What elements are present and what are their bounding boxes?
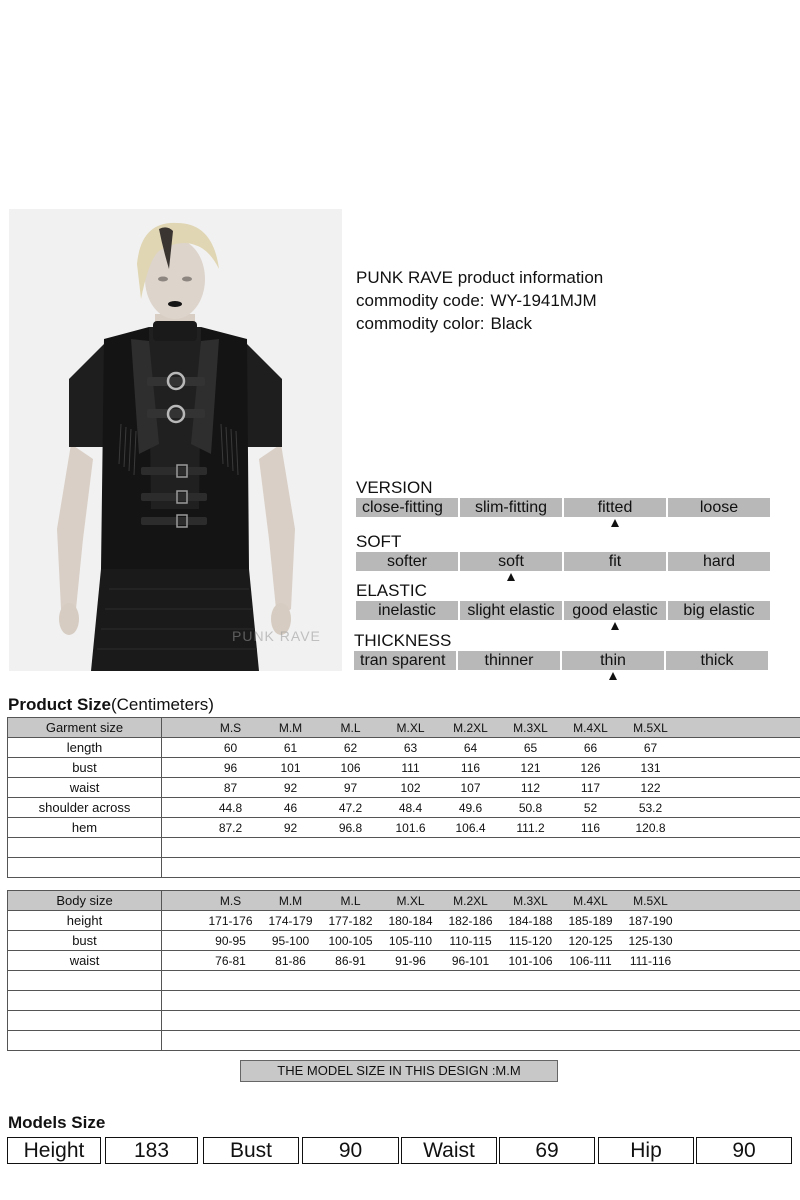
attribute-option: inelastic: [356, 601, 458, 620]
model-wearing-vest-illustration: [9, 209, 342, 671]
attribute-option: thick: [666, 651, 768, 670]
table-cell: 48.4: [381, 798, 441, 818]
attribute-scale: [356, 498, 776, 517]
attribute-scale: [354, 651, 774, 670]
table-header-row: [8, 891, 800, 911]
table-cell: 81-86: [261, 951, 321, 971]
table-cell: 106-111: [561, 951, 621, 971]
row-label: hem: [8, 818, 162, 838]
table-cell: 122: [621, 778, 681, 798]
table-cell: 86-91: [321, 951, 381, 971]
table-cell: 171-176: [201, 911, 261, 931]
model-size-note: THE MODEL SIZE IN THIS DESIGN :M.M: [240, 1060, 558, 1082]
table-cell: 46: [261, 798, 321, 818]
table-cell: 107: [441, 778, 501, 798]
attribute-option: fit: [564, 552, 666, 571]
attribute-option: thin: [562, 651, 664, 670]
table-row: [8, 798, 800, 818]
attribute-soft: [356, 533, 776, 571]
product-size-unit: (Centimeters): [110, 695, 214, 714]
table-cell: 184-188: [501, 911, 561, 931]
attribute-option: hard: [668, 552, 770, 571]
table-cell: 185-189: [561, 911, 621, 931]
size-header-cell: M.XL: [381, 718, 441, 738]
table-cell: 76-81: [201, 951, 261, 971]
size-header-cell: M.4XL: [561, 891, 621, 911]
table-cell: 101.6: [381, 818, 441, 838]
garment-size-table: [7, 717, 800, 878]
table-cell: 96-101: [441, 951, 501, 971]
attribute-option: good elastic: [564, 601, 666, 620]
product-info-title: PUNK RAVE product information: [356, 268, 604, 287]
row-label: waist: [8, 778, 162, 798]
selection-marker-icon: [507, 573, 515, 581]
size-header-cell: M.3XL: [501, 718, 561, 738]
size-header-cell: M.L: [321, 718, 381, 738]
table-cell: 65: [501, 738, 561, 758]
row-label: shoulder across: [8, 798, 162, 818]
table-cell: 182-186: [441, 911, 501, 931]
table-row: [8, 758, 800, 778]
selection-marker-icon: [609, 672, 617, 680]
table-cell: 60: [201, 738, 261, 758]
row-label: waist: [8, 951, 162, 971]
table-cell: 111-116: [621, 951, 681, 971]
table-cell: 121: [501, 758, 561, 778]
attribute-title: SOFT: [356, 532, 402, 551]
table-cell: 53.2: [621, 798, 681, 818]
attribute-title: VERSION: [356, 478, 433, 497]
commodity-code-row: [356, 289, 603, 312]
table-cell: 50.8: [501, 798, 561, 818]
table-cell: 174-179: [261, 911, 321, 931]
model-height-label: Height: [7, 1137, 101, 1164]
table-cell: 187-190: [621, 911, 681, 931]
table-cell: 97: [321, 778, 381, 798]
table-cell: 49.6: [441, 798, 501, 818]
table-cell: 131: [621, 758, 681, 778]
table-cell: 44.8: [201, 798, 261, 818]
table-cell: 62: [321, 738, 381, 758]
row-label: bust: [8, 758, 162, 778]
table-header-row: [8, 718, 800, 738]
models-size-row: [7, 1137, 792, 1164]
attribute-option: thinner: [458, 651, 560, 670]
table-cell: 102: [381, 778, 441, 798]
commodity-code-label: commodity code:: [356, 291, 485, 310]
product-size-title: Product Size: [8, 695, 111, 714]
size-header-cell: M.M: [261, 891, 321, 911]
table-cell: 125-130: [621, 931, 681, 951]
row-label: length: [8, 738, 162, 758]
size-header-cell: M.5XL: [621, 718, 681, 738]
commodity-color-value: Black: [490, 314, 533, 333]
table-cell: 117: [561, 778, 621, 798]
empty-table-row: [8, 1031, 800, 1051]
table-cell: 120.8: [621, 818, 681, 838]
garment-size-header: Garment size: [8, 718, 162, 738]
attribute-option: fitted: [564, 498, 666, 517]
table-row: [8, 911, 800, 931]
table-cell: 92: [261, 818, 321, 838]
table-cell: 91-96: [381, 951, 441, 971]
attribute-title: THICKNESS: [354, 631, 452, 650]
table-cell: 87: [201, 778, 261, 798]
table-row: [8, 931, 800, 951]
attribute-option: slight elastic: [460, 601, 562, 620]
model-hip-label: Hip: [598, 1137, 694, 1164]
empty-table-row: [8, 971, 800, 991]
table-cell: 110-115: [441, 931, 501, 951]
empty-table-row: [8, 858, 800, 878]
table-cell: 116: [561, 818, 621, 838]
attribute-thickness: [354, 632, 774, 670]
attribute-option: loose: [668, 498, 770, 517]
model-height-value: 183: [105, 1137, 198, 1164]
table-cell: 100-105: [321, 931, 381, 951]
table-cell: 47.2: [321, 798, 381, 818]
table-cell: 64: [441, 738, 501, 758]
selection-marker-icon: [611, 622, 619, 630]
model-waist-value: 69: [499, 1137, 595, 1164]
size-header-cell: M.5XL: [621, 891, 681, 911]
models-size-heading: Models Size: [8, 1113, 106, 1132]
table-cell: 105-110: [381, 931, 441, 951]
table-cell: 126: [561, 758, 621, 778]
size-header-cell: M.XL: [381, 891, 441, 911]
attribute-option: close-fitting: [356, 498, 458, 517]
table-cell: 177-182: [321, 911, 381, 931]
size-header-cell: M.4XL: [561, 718, 621, 738]
size-header-cell: M.L: [321, 891, 381, 911]
attribute-title: ELASTIC: [356, 581, 427, 600]
table-cell: 61: [261, 738, 321, 758]
model-hip-value: 90: [696, 1137, 792, 1164]
size-header-cell: M.2XL: [441, 718, 501, 738]
table-cell: 66: [561, 738, 621, 758]
table-cell: 115-120: [501, 931, 561, 951]
product-size-heading: [8, 695, 214, 715]
row-label: bust: [8, 931, 162, 951]
table-row: [8, 951, 800, 971]
model-waist-label: Waist: [401, 1137, 497, 1164]
table-cell: 106: [321, 758, 381, 778]
size-header-cell: M.S: [201, 718, 261, 738]
empty-table-row: [8, 838, 800, 858]
commodity-code-value: WY-1941MJM: [490, 291, 597, 310]
row-label: height: [8, 911, 162, 931]
table-cell: 101-106: [501, 951, 561, 971]
size-header-cell: M.S: [201, 891, 261, 911]
model-bust-value: 90: [302, 1137, 399, 1164]
attribute-scale: [356, 552, 776, 571]
attribute-option: soft: [460, 552, 562, 571]
attribute-option: tran sparent: [354, 651, 456, 670]
attribute-option: big elastic: [668, 601, 770, 620]
table-cell: 101: [261, 758, 321, 778]
commodity-color-row: [356, 312, 603, 335]
table-row: [8, 778, 800, 798]
table-cell: 63: [381, 738, 441, 758]
product-photo: [9, 209, 342, 671]
empty-table-row: [8, 1011, 800, 1031]
body-size-header: Body size: [8, 891, 162, 911]
attribute-scale: [356, 601, 776, 620]
table-cell: 96.8: [321, 818, 381, 838]
model-bust-label: Bust: [203, 1137, 299, 1164]
attribute-option: softer: [356, 552, 458, 571]
empty-table-row: [8, 991, 800, 1011]
table-cell: 120-125: [561, 931, 621, 951]
attribute-elastic: [356, 582, 776, 620]
table-cell: 112: [501, 778, 561, 798]
size-header-cell: M.3XL: [501, 891, 561, 911]
table-cell: 90-95: [201, 931, 261, 951]
brand-watermark: PUNK RAVE: [232, 628, 321, 644]
table-cell: 180-184: [381, 911, 441, 931]
table-cell: 67: [621, 738, 681, 758]
selection-marker-icon: [611, 519, 619, 527]
table-cell: 111: [381, 758, 441, 778]
table-cell: 116: [441, 758, 501, 778]
table-cell: 95-100: [261, 931, 321, 951]
table-cell: 92: [261, 778, 321, 798]
table-cell: 87.2: [201, 818, 261, 838]
table-cell: 52: [561, 798, 621, 818]
table-cell: 96: [201, 758, 261, 778]
table-row: [8, 818, 800, 838]
commodity-color-label: commodity color:: [356, 314, 485, 333]
product-info: [356, 266, 603, 335]
size-header-cell: M.M: [261, 718, 321, 738]
size-header-cell: M.2XL: [441, 891, 501, 911]
body-size-table: [7, 890, 800, 1051]
table-cell: 106.4: [441, 818, 501, 838]
attribute-version: [356, 479, 776, 517]
attribute-option: slim-fitting: [460, 498, 562, 517]
table-cell: 111.2: [501, 818, 561, 838]
table-row: [8, 738, 800, 758]
